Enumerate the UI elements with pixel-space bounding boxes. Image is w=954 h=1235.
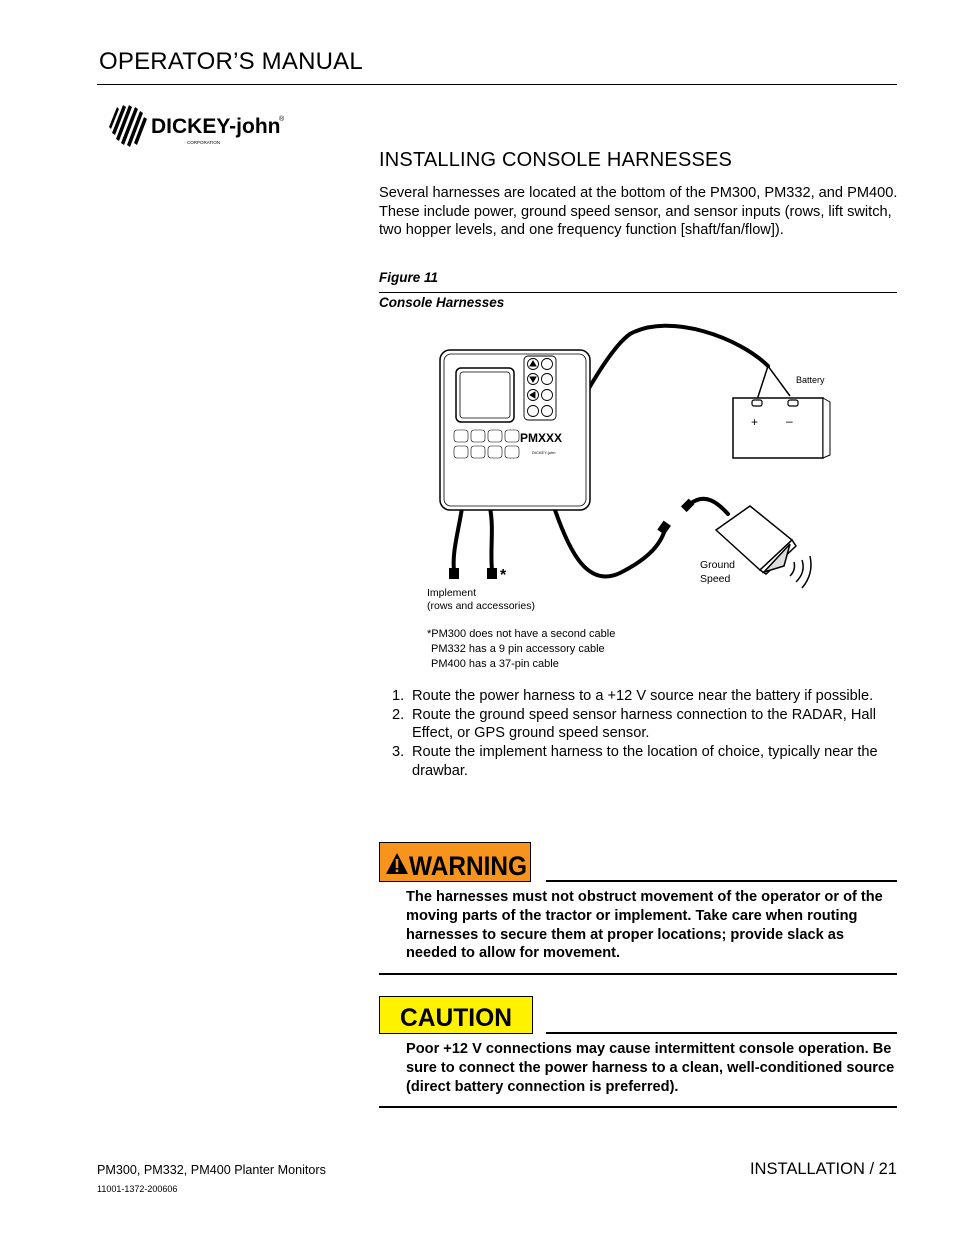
caution-bottom-rule bbox=[379, 1106, 897, 1108]
svg-text:(rows and accessories): (rows and accessories) bbox=[427, 600, 535, 612]
warning-bottom-rule bbox=[379, 973, 897, 975]
console-unit bbox=[440, 350, 590, 510]
warning-badge bbox=[379, 842, 531, 882]
dickey-john-logo bbox=[107, 101, 297, 147]
logo-stripes-icon bbox=[109, 105, 147, 147]
figure-label: Figure 11 bbox=[379, 270, 439, 285]
svg-text:®: ® bbox=[279, 116, 285, 123]
manual-title: OPERATOR’S MANUAL bbox=[99, 48, 363, 75]
sensor-cable-end bbox=[690, 499, 728, 514]
section-title: INSTALLING CONSOLE HARNESSES bbox=[379, 149, 733, 171]
caution-text: Poor +12 V connections may cause intermittent console operation. Be sure to connect the power harness to a clean, well-conditioned source (direct battery connection is preferred). bbox=[406, 1041, 895, 1095]
svg-text:Implement: Implement bbox=[427, 587, 477, 599]
svg-text:DICKEY-john: DICKEY-john bbox=[151, 115, 281, 138]
svg-text:–: – bbox=[786, 414, 793, 428]
svg-text:CAUTION: CAUTION bbox=[400, 1004, 512, 1032]
list-item: 2. Route the ground speed sensor harness connection to the RADAR, Hall Effect, or GPS ground speed sensor. bbox=[392, 706, 877, 742]
accessory-cable bbox=[490, 508, 492, 570]
list-item: 3. Route the implement harness to the location of choice, typically near the drawbar. bbox=[392, 744, 878, 779]
svg-text:WARNING: WARNING bbox=[409, 851, 527, 881]
figure-rule bbox=[379, 292, 897, 293]
footer-product: PM300, PM332, PM400 Planter Monitors bbox=[97, 1163, 326, 1177]
svg-text:*PM300 does not have a second: *PM300 does not have a second cable bbox=[427, 628, 616, 640]
intro-paragraph: Several harnesses are located at the bottom of the PM300, PM332, and PM400. These include power, ground speed sensor, and sensor inputs (rows, lift switch, two hopper levels, and one frequency function [shaft/fan/flow]). bbox=[379, 185, 898, 239]
svg-text:DICKEY-john: DICKEY-john bbox=[532, 450, 556, 455]
warning-rule bbox=[546, 880, 897, 882]
console-harness-diagram bbox=[420, 318, 840, 678]
svg-text:Ground: Ground bbox=[700, 559, 736, 571]
caution-badge bbox=[379, 996, 533, 1034]
svg-text:PM332 has a 9 pin accessory ca: PM332 has a 9 pin accessory cable bbox=[431, 643, 605, 655]
warning-triangle-icon bbox=[386, 853, 408, 874]
footer-page: INSTALLATION / 21 bbox=[749, 1160, 897, 1178]
footer-doc-code: 11001-1372-200606 bbox=[97, 1184, 178, 1194]
svg-text:*: * bbox=[500, 567, 507, 584]
svg-text:PMXXX: PMXXX bbox=[520, 431, 563, 445]
warning-text: The harnesses must not obstruct movement of the operator or of the moving parts of the tractor or implement. Take care when routing harnesses to secure them at proper locations; provide slack as needed to allow for movement. bbox=[406, 889, 883, 962]
svg-text:+: + bbox=[751, 415, 759, 429]
svg-text:PM400 has a 37-pin cable: PM400 has a 37-pin cable bbox=[431, 658, 559, 670]
list-item: 1. Route the power harness to a +12 V source near the battery if possible. bbox=[392, 688, 874, 704]
header-rule bbox=[97, 84, 897, 85]
caution-rule bbox=[546, 1032, 897, 1034]
figure-caption: Console Harnesses bbox=[379, 295, 505, 310]
svg-text:Speed: Speed bbox=[700, 573, 731, 585]
ground-speed-cable bbox=[555, 510, 666, 577]
installation-steps bbox=[392, 687, 892, 781]
console-screen bbox=[456, 368, 514, 422]
svg-text:CORPORATION: CORPORATION bbox=[187, 140, 221, 145]
svg-text:Battery: Battery bbox=[796, 375, 825, 385]
implement-cable bbox=[454, 508, 462, 570]
